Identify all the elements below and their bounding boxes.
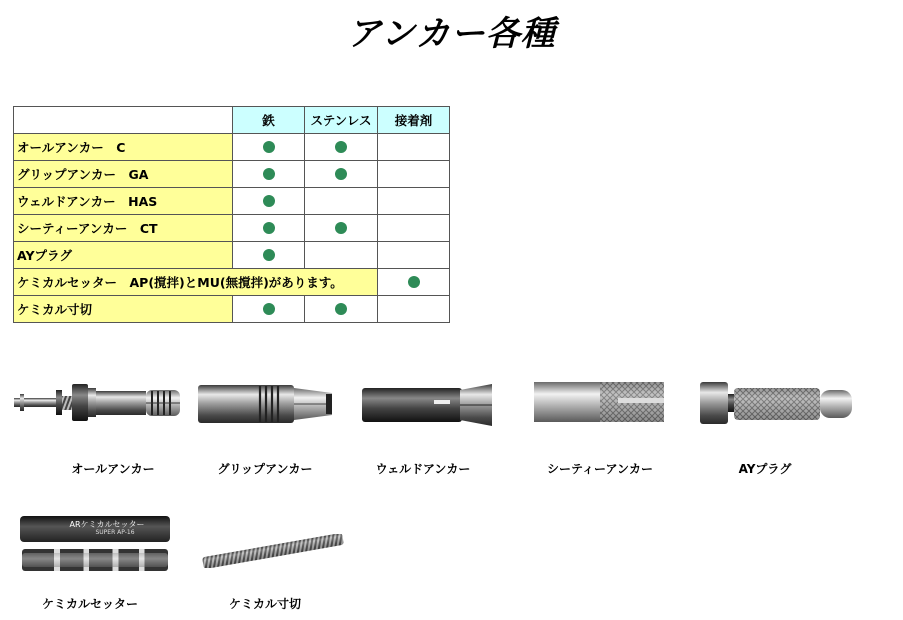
table-row — [14, 242, 450, 269]
table-row — [14, 161, 450, 188]
capsule-label: ARケミカルセッター — [69, 520, 145, 529]
cell-iron — [233, 134, 305, 161]
caption-chemical-setter: ケミカルセッター — [41, 597, 138, 611]
table-row — [14, 188, 450, 215]
row-label: ケミカル寸切 — [14, 296, 233, 323]
cell-iron — [233, 242, 305, 269]
cell-adhesive — [378, 296, 450, 323]
weld-anchor-image — [360, 382, 495, 430]
availability-dot-icon — [263, 249, 275, 261]
availability-dot-icon — [263, 303, 275, 315]
ay-plug-image — [698, 378, 858, 430]
row-label: ウェルドアンカー HAS — [14, 188, 233, 215]
row-label: グリップアンカー GA — [14, 161, 233, 188]
row-label: AYプラグ — [14, 242, 233, 269]
caption-chemical-bolt: ケミカル寸切 — [228, 597, 301, 611]
availability-dot-icon — [335, 168, 347, 180]
cell-iron — [233, 296, 305, 323]
table-row — [14, 296, 450, 323]
caption-ct-anchor: シーティーアンカー — [547, 462, 653, 476]
table-row — [14, 215, 450, 242]
availability-dot-icon — [408, 276, 420, 288]
availability-dot-icon — [263, 141, 275, 153]
availability-dot-icon — [335, 141, 347, 153]
availability-dot-icon — [335, 222, 347, 234]
table-row — [14, 269, 450, 296]
cell-adhesive — [378, 242, 450, 269]
cell-stainless — [305, 296, 378, 323]
availability-dot-icon — [263, 195, 275, 207]
cell-iron — [233, 215, 305, 242]
cell-adhesive — [378, 134, 450, 161]
chemical-setter-image — [20, 516, 172, 574]
caption-ay-plug: AYプラグ — [738, 462, 792, 476]
table-corner-cell — [14, 107, 233, 134]
caption-grip-anchor: グリップアンカー — [217, 462, 313, 476]
row-label: オールアンカー C — [14, 134, 233, 161]
cell-adhesive — [378, 269, 450, 296]
chemical-bolt-image — [198, 534, 348, 568]
cell-iron — [233, 188, 305, 215]
row-label: シーティーアンカー CT — [14, 215, 233, 242]
availability-dot-icon — [263, 168, 275, 180]
availability-dot-icon — [263, 222, 275, 234]
grip-anchor-image — [196, 380, 336, 430]
page-title: アンカー各種 — [347, 14, 556, 54]
cell-adhesive — [378, 215, 450, 242]
cell-adhesive — [378, 188, 450, 215]
availability-dot-icon — [335, 303, 347, 315]
capsule-sublabel: SUPER AP-16 — [95, 529, 135, 536]
table-row — [14, 134, 450, 161]
cell-stainless — [305, 134, 378, 161]
row-label: ケミカルセッター AP(撹拌)とMU(無撹拌)があります。 — [14, 269, 378, 296]
anchor-material-table — [13, 106, 450, 323]
cell-adhesive — [378, 161, 450, 188]
col-header-adhesive: 接着剤 — [378, 107, 450, 134]
table-header-row — [14, 107, 450, 134]
caption-weld-anchor: ウェルドアンカー — [375, 462, 471, 476]
col-header-stainless: ステンレス — [305, 107, 378, 134]
cell-stainless — [305, 161, 378, 188]
col-header-iron: 鉄 — [233, 107, 305, 134]
cell-stainless — [305, 242, 378, 269]
ct-anchor-image — [532, 380, 668, 426]
cell-iron — [233, 161, 305, 188]
caption-all-anchor: オールアンカー — [71, 462, 155, 476]
cell-stainless — [305, 215, 378, 242]
all-anchor-image — [12, 378, 182, 428]
cell-stainless — [305, 188, 378, 215]
